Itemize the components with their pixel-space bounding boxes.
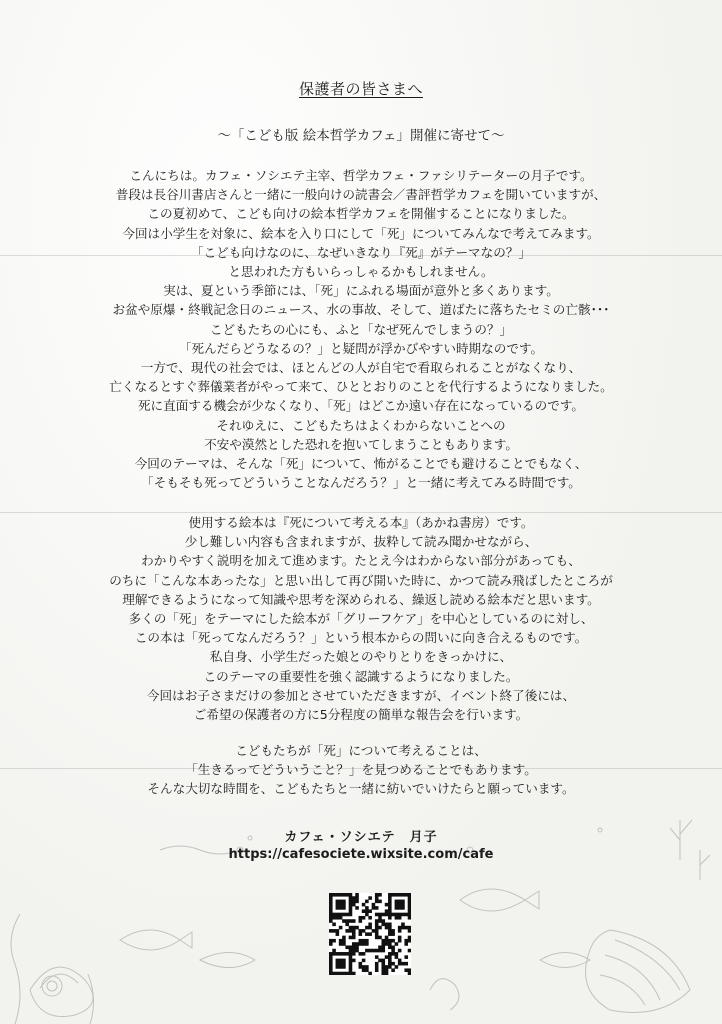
text-line: そんな大切な時間を、こどもたちと一緒に紡いでいけたらと願っています。	[147, 781, 575, 797]
text-line: 今回はお子さまだけの参加とさせていただきますが、イベント終了後には、	[146, 687, 576, 703]
text-line: 普段は長谷川書店さんと一緒に一般向けの読書会／書評哲学カフェを開いていますが、	[115, 187, 607, 203]
text-line: お盆や原爆・終戦記念日のニュース、水の事故、そして、道ばたに落ちたセミの亡骸･･･	[112, 302, 610, 318]
text-line: 私自身、小学生だった娘とのやりとりをきっかけに、	[209, 649, 513, 665]
text-line: と思われた方もいらっしゃるかもしれません。	[228, 264, 494, 280]
text-line: 少し難しい内容も含まれますが、抜粋して読み聞かせながら、	[184, 534, 538, 550]
text-line: ご希望の保護者の方に5分程度の簡単な報告会を行います。	[193, 707, 529, 723]
text-line: わかりやすく説明を加えて進めます。たとえ今はわからない部分があっても、	[141, 553, 581, 569]
text-line: こどもたちが「死」について考えることは、	[235, 743, 487, 758]
text-line: この夏初めて、こども向けの絵本哲学カフェを開催することになりました。	[147, 206, 575, 222]
text-line: 亡くなるとすぐ葬儀業者がやって来て、ひととおりのことを代行するようになりました。	[109, 379, 613, 395]
signature: カフェ・ソシエテ 月子	[284, 830, 438, 845]
text-line: こんにちは。カフェ・ソシエテ主宰、哲学カフェ・ファシリテーターの月子です。	[129, 168, 593, 183]
text-line: 一方で、現代の社会では、ほとんどの人が自宅で看取られることがなくなり、	[140, 360, 582, 376]
text-line: 今回は小学生を対象に、絵本を入り口にして「死」についてみんなで考えてみます。	[122, 225, 600, 241]
page-title	[0, 78, 722, 99]
text-line: 「生きるってどういうこと？」を見つめることでもあります。	[185, 762, 537, 778]
text-line: 「こども向けなのに、なぜいきなり『死』がテーマなの？」	[190, 244, 532, 260]
qr-code-icon[interactable]	[329, 893, 411, 975]
text-line: 今回のテーマは、そんな「死」について、怖がることでも避けることでもなく、	[134, 456, 588, 472]
text-line: 不安や漠然とした恐れを抱いてしまうこともあります。	[204, 436, 518, 452]
text-line: このテーマの重要性を強く認識するようになりました。	[203, 668, 519, 684]
page-subtitle: ～「こども版 絵本哲学カフェ」開催に寄せて～	[217, 128, 505, 144]
paragraph-closing	[0, 741, 722, 799]
text-line: 「そもそも死ってどういうことなんだろう？」と一緒に考えてみる時間です。	[141, 475, 581, 491]
text-line: 「死んだらどうなるの？」と疑問が浮かびやすい時期なのです。	[178, 340, 544, 356]
website-link[interactable]: https://cafesociete.wixsite.com/cafe	[228, 847, 494, 862]
text-line: 実は、夏という季節には、「死」にふれる場面が意外と多くあります。	[163, 283, 559, 299]
paragraph-book	[0, 513, 722, 724]
page-title-text: 保護者の皆さまへ	[298, 80, 423, 98]
text-line: この本は「死ってなんだろう？」という根本からの問いに向き合えるものです。	[134, 630, 588, 646]
paragraph-intro	[0, 166, 722, 492]
text-line: 使用する絵本は『死について考える本』（あかね書房）です。	[188, 515, 534, 530]
text-line: それゆえに、こどもたちはよくわからないことへの	[216, 417, 506, 433]
text-line: 死に直面する機会が少なくなり、「死」はどこか遠い存在になっているのです。	[137, 398, 585, 414]
text-line: 多くの「死」をテーマにした絵本が「グリーフケア」を中心としているのに対し、	[128, 611, 594, 627]
text-line: こどもたちの心にも、ふと「なぜ死んでしまうの？」	[209, 321, 513, 337]
text-line: 理解できるようになって知識や思考を深められる、繰返し読める絵本だと思います。	[122, 591, 600, 607]
text-line: のちに「こんな本あったな」と思い出して再び開いた時に、かつて読み飛ばしたところが	[109, 572, 613, 588]
